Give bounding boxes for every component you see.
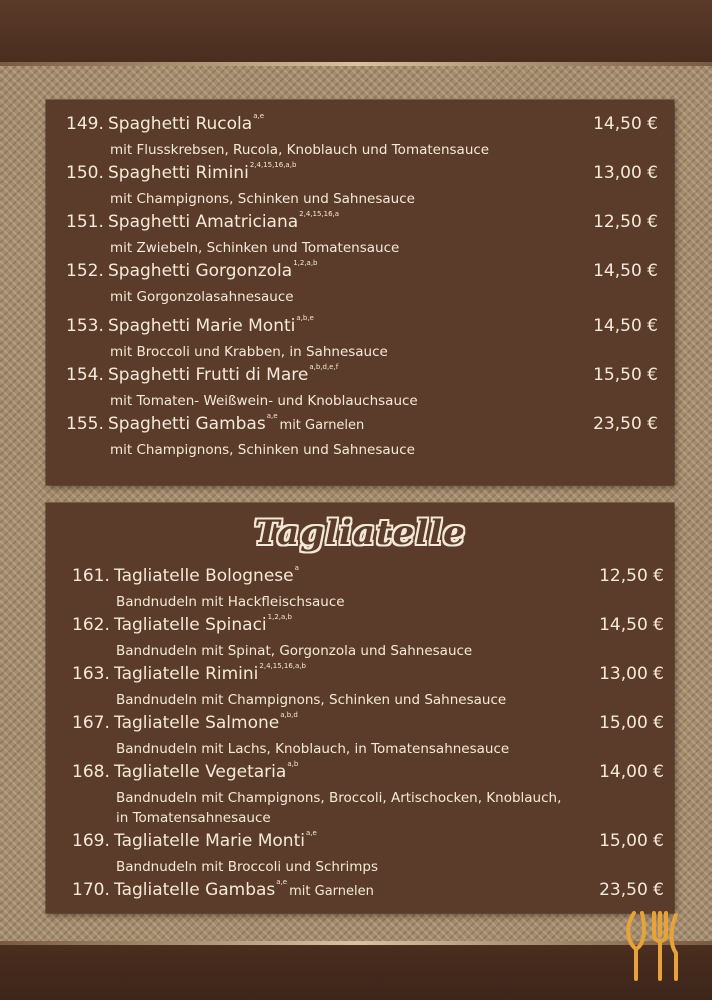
item-number: 168.: [72, 762, 110, 782]
item-price: 23,50 €: [593, 414, 658, 434]
item-price: 23,50 €: [599, 880, 664, 900]
menu-item: [72, 762, 664, 828]
item-extra: mit Garnelen: [279, 418, 365, 433]
item-description: mit Broccoli und Krabben, in Sahnesauce: [110, 344, 388, 360]
allergen-codes: a,e: [276, 878, 288, 886]
item-price: 14,50 €: [593, 261, 658, 281]
item-number: 162.: [72, 615, 110, 635]
item-number: 170.: [72, 880, 110, 900]
item-price: 15,00 €: [599, 713, 664, 733]
item-name: Spaghetti Gambas: [108, 414, 266, 434]
item-description: mit Tomaten- Weißwein- und Knoblauchsauce: [110, 393, 418, 409]
item-name: Spaghetti Rimini: [108, 163, 249, 183]
menu-item: [72, 831, 664, 877]
menu-item: [66, 365, 658, 411]
item-number: 167.: [72, 713, 110, 733]
fork-knife-logo-icon: [624, 905, 684, 985]
item-name: Tagliatelle Marie Monti: [114, 831, 305, 851]
item-name: Tagliatelle Spinaci: [114, 615, 267, 635]
allergen-codes: a: [294, 564, 299, 572]
item-number: 163.: [72, 664, 110, 684]
item-description: Bandnudeln mit Spinat, Gorgonzola und Sahnesauce: [116, 643, 473, 659]
item-number: 169.: [72, 831, 110, 851]
item-name: Tagliatelle Salmone: [114, 713, 280, 733]
item-name: Tagliatelle Bolognese: [114, 566, 294, 586]
menu-item: [72, 664, 664, 710]
item-description: mit Flusskrebsen, Rucola, Knoblauch und Tomatensauce: [110, 142, 490, 158]
item-price: 14,50 €: [599, 615, 664, 635]
item-price: 14,50 €: [593, 114, 658, 134]
allergen-codes: 1,2,a,b: [293, 259, 318, 267]
allergen-codes: a,e: [266, 412, 278, 420]
item-name: Tagliatelle Vegetaria: [114, 762, 287, 782]
item-number: 149.: [66, 114, 104, 134]
bottom-band: [0, 945, 712, 1000]
menu-item: [66, 261, 658, 307]
item-number: 154.: [66, 365, 104, 385]
item-description: Bandnudeln mit Champignons, Broccoli, Artischocken, Knoblauch,: [116, 790, 562, 806]
item-number: 153.: [66, 316, 104, 336]
section-heading: Tagliatelle: [254, 513, 466, 553]
allergen-codes: 2,4,15,16,a: [299, 210, 340, 218]
menu-item: [66, 114, 658, 160]
item-name: Spaghetti Gorgonzola: [108, 261, 293, 281]
item-description: Bandnudeln mit Champignons, Schinken und Sahnesauce: [116, 692, 507, 708]
item-description: Bandnudeln mit Hackfleischsauce: [116, 594, 345, 610]
item-price: 13,00 €: [599, 664, 664, 684]
item-name: Spaghetti Amatriciana: [108, 212, 299, 232]
item-price: 13,00 €: [593, 163, 658, 183]
item-description: in Tomatensahnesauce: [116, 810, 271, 826]
allergen-codes: a,b,d: [280, 711, 298, 719]
item-description: mit Champignons, Schinken und Sahnesauce: [110, 191, 415, 207]
menu-item: [72, 566, 664, 612]
item-description: Bandnudeln mit Lachs, Knoblauch, in Tomatensahnesauce: [116, 741, 510, 757]
menu-item: [66, 316, 658, 362]
allergen-codes: a,b: [287, 760, 299, 768]
menu-item: [72, 713, 664, 759]
menu-item: [72, 615, 664, 661]
item-description: mit Zwiebeln, Schinken und Tomatensauce: [110, 240, 400, 256]
item-number: 152.: [66, 261, 104, 281]
menu-item: [66, 163, 658, 209]
allergen-codes: a,e: [253, 112, 265, 120]
item-price: 15,50 €: [593, 365, 658, 385]
item-price: 14,00 €: [599, 762, 664, 782]
menu-item: [72, 880, 664, 906]
item-price: 15,00 €: [599, 831, 664, 851]
allergen-codes: a,b,d,e,f: [309, 363, 339, 371]
item-description: mit Champignons, Schinken und Sahnesauce: [110, 442, 415, 458]
item-description: Bandnudeln mit Broccoli und Schrimps: [116, 859, 378, 875]
allergen-codes: 2,4,15,16,a,b: [259, 662, 306, 670]
item-name: Spaghetti Rucola: [108, 114, 253, 134]
item-name: Spaghetti Frutti di Mare: [108, 365, 309, 385]
item-number: 150.: [66, 163, 104, 183]
menu-item: [66, 212, 658, 258]
item-price: 14,50 €: [593, 316, 658, 336]
item-name: Tagliatelle Rimini: [114, 664, 259, 684]
item-name: Tagliatelle Gambas: [114, 880, 276, 900]
item-number: 161.: [72, 566, 110, 586]
item-number: 151.: [66, 212, 104, 232]
menu-item: [66, 414, 658, 460]
allergen-codes: 1,2,a,b: [267, 613, 292, 621]
item-name: Spaghetti Marie Monti: [108, 316, 296, 336]
tagliatelle-menu-panel: [46, 503, 674, 913]
item-price: 12,50 €: [593, 212, 658, 232]
item-number: 155.: [66, 414, 104, 434]
top-band: [0, 0, 712, 62]
item-description: mit Gorgonzolasahnesauce: [110, 289, 294, 305]
allergen-codes: a,e: [305, 829, 317, 837]
item-extra: mit Garnelen: [289, 884, 374, 899]
allergen-codes: 2,4,15,16,a,b: [249, 161, 297, 169]
item-price: 12,50 €: [599, 566, 664, 586]
allergen-codes: a,b,e: [296, 314, 314, 322]
spaghetti-menu-panel: [46, 100, 674, 485]
